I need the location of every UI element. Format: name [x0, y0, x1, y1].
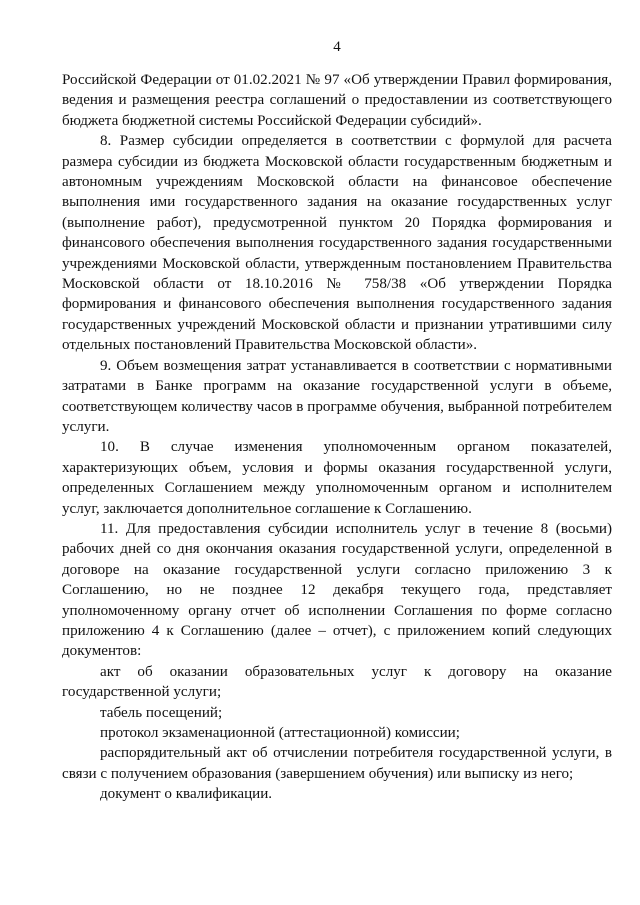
paragraph-intro: Российской Федерации от 01.02.2021 № 97 «Об утверждении Правил формирования, ведения и размещения реестра соглашений о предоставлении из соответствующего бюджета бюджетной системы Российской Федерации субсидий». — [62, 72, 612, 129]
document-list-item: распорядительный акт об отчислении потребителя государственной услуги, в связи с получением образования (завершением обучения) или выписку из него; — [62, 745, 612, 782]
document-list-item: акт об оказании образовательных услуг к договору на оказание государственной услуги; — [62, 663, 612, 701]
paragraph-8: 8. Размер субсидии определяется в соответствии с формулой для расчета размера субсидии из бюджета Московской области государственным бюджетным и автономным учреждениям Московской области на финансовое обеспечение выполнения ими государственного задания на оказание государственных услуг (выполнение работ), предусмотренной пунктом 20 Порядка формирования и финансового обеспечения выполнения государственного задания государственными учреждениями Московской области, утвержденным постановлением Правительства Московской области от 18.10.2016 № 758/38 «Об утверждении Порядка формирования и финансового обеспечения выполнения государственного задания государственных учреждений Московской области и признании утратившими силу отдельных постановлений Правительства Московской области». — [62, 133, 612, 354]
paragraph-10: 10. В случае изменения уполномоченным органом показателей, характеризующих объем, условия и формы оказания государственной услуги, определенных Соглашением между уполномоченным органом и исполнителем услуг, заключается дополнительное соглашение к Соглашению. — [62, 439, 612, 517]
paragraph-9: 9. Объем возмещения затрат устанавливается в соответствии с нормативными затратами в Банке программ на оказание государственной услуги в объеме, соответствующем количеству часов в программе обучения, выбранной потребителем услуги. — [62, 357, 612, 435]
document-body — [62, 70, 612, 805]
document-list-item: протокол экзаменационной (аттестационной) комиссии; — [100, 725, 460, 741]
document-list-item: документ о квалификации. — [100, 786, 273, 803]
page-number: 4 — [333, 39, 341, 55]
document-list-item: табель посещений; — [100, 704, 223, 721]
paragraph-11: 11. Для предоставления субсидии исполнитель услуг в течение 8 (восьми) рабочих дней со дня окончания оказания государственной услуги, определенной в договоре на оказание государственной услуги согласно приложению 3 к Соглашению, но не позднее 12 декабря текущего года, представляет уполномоченному органу отчет об исполнении Соглашения по форме согласно приложению 4 к Соглашению (далее – отчет), с приложением копий следующих документов: — [62, 520, 612, 660]
